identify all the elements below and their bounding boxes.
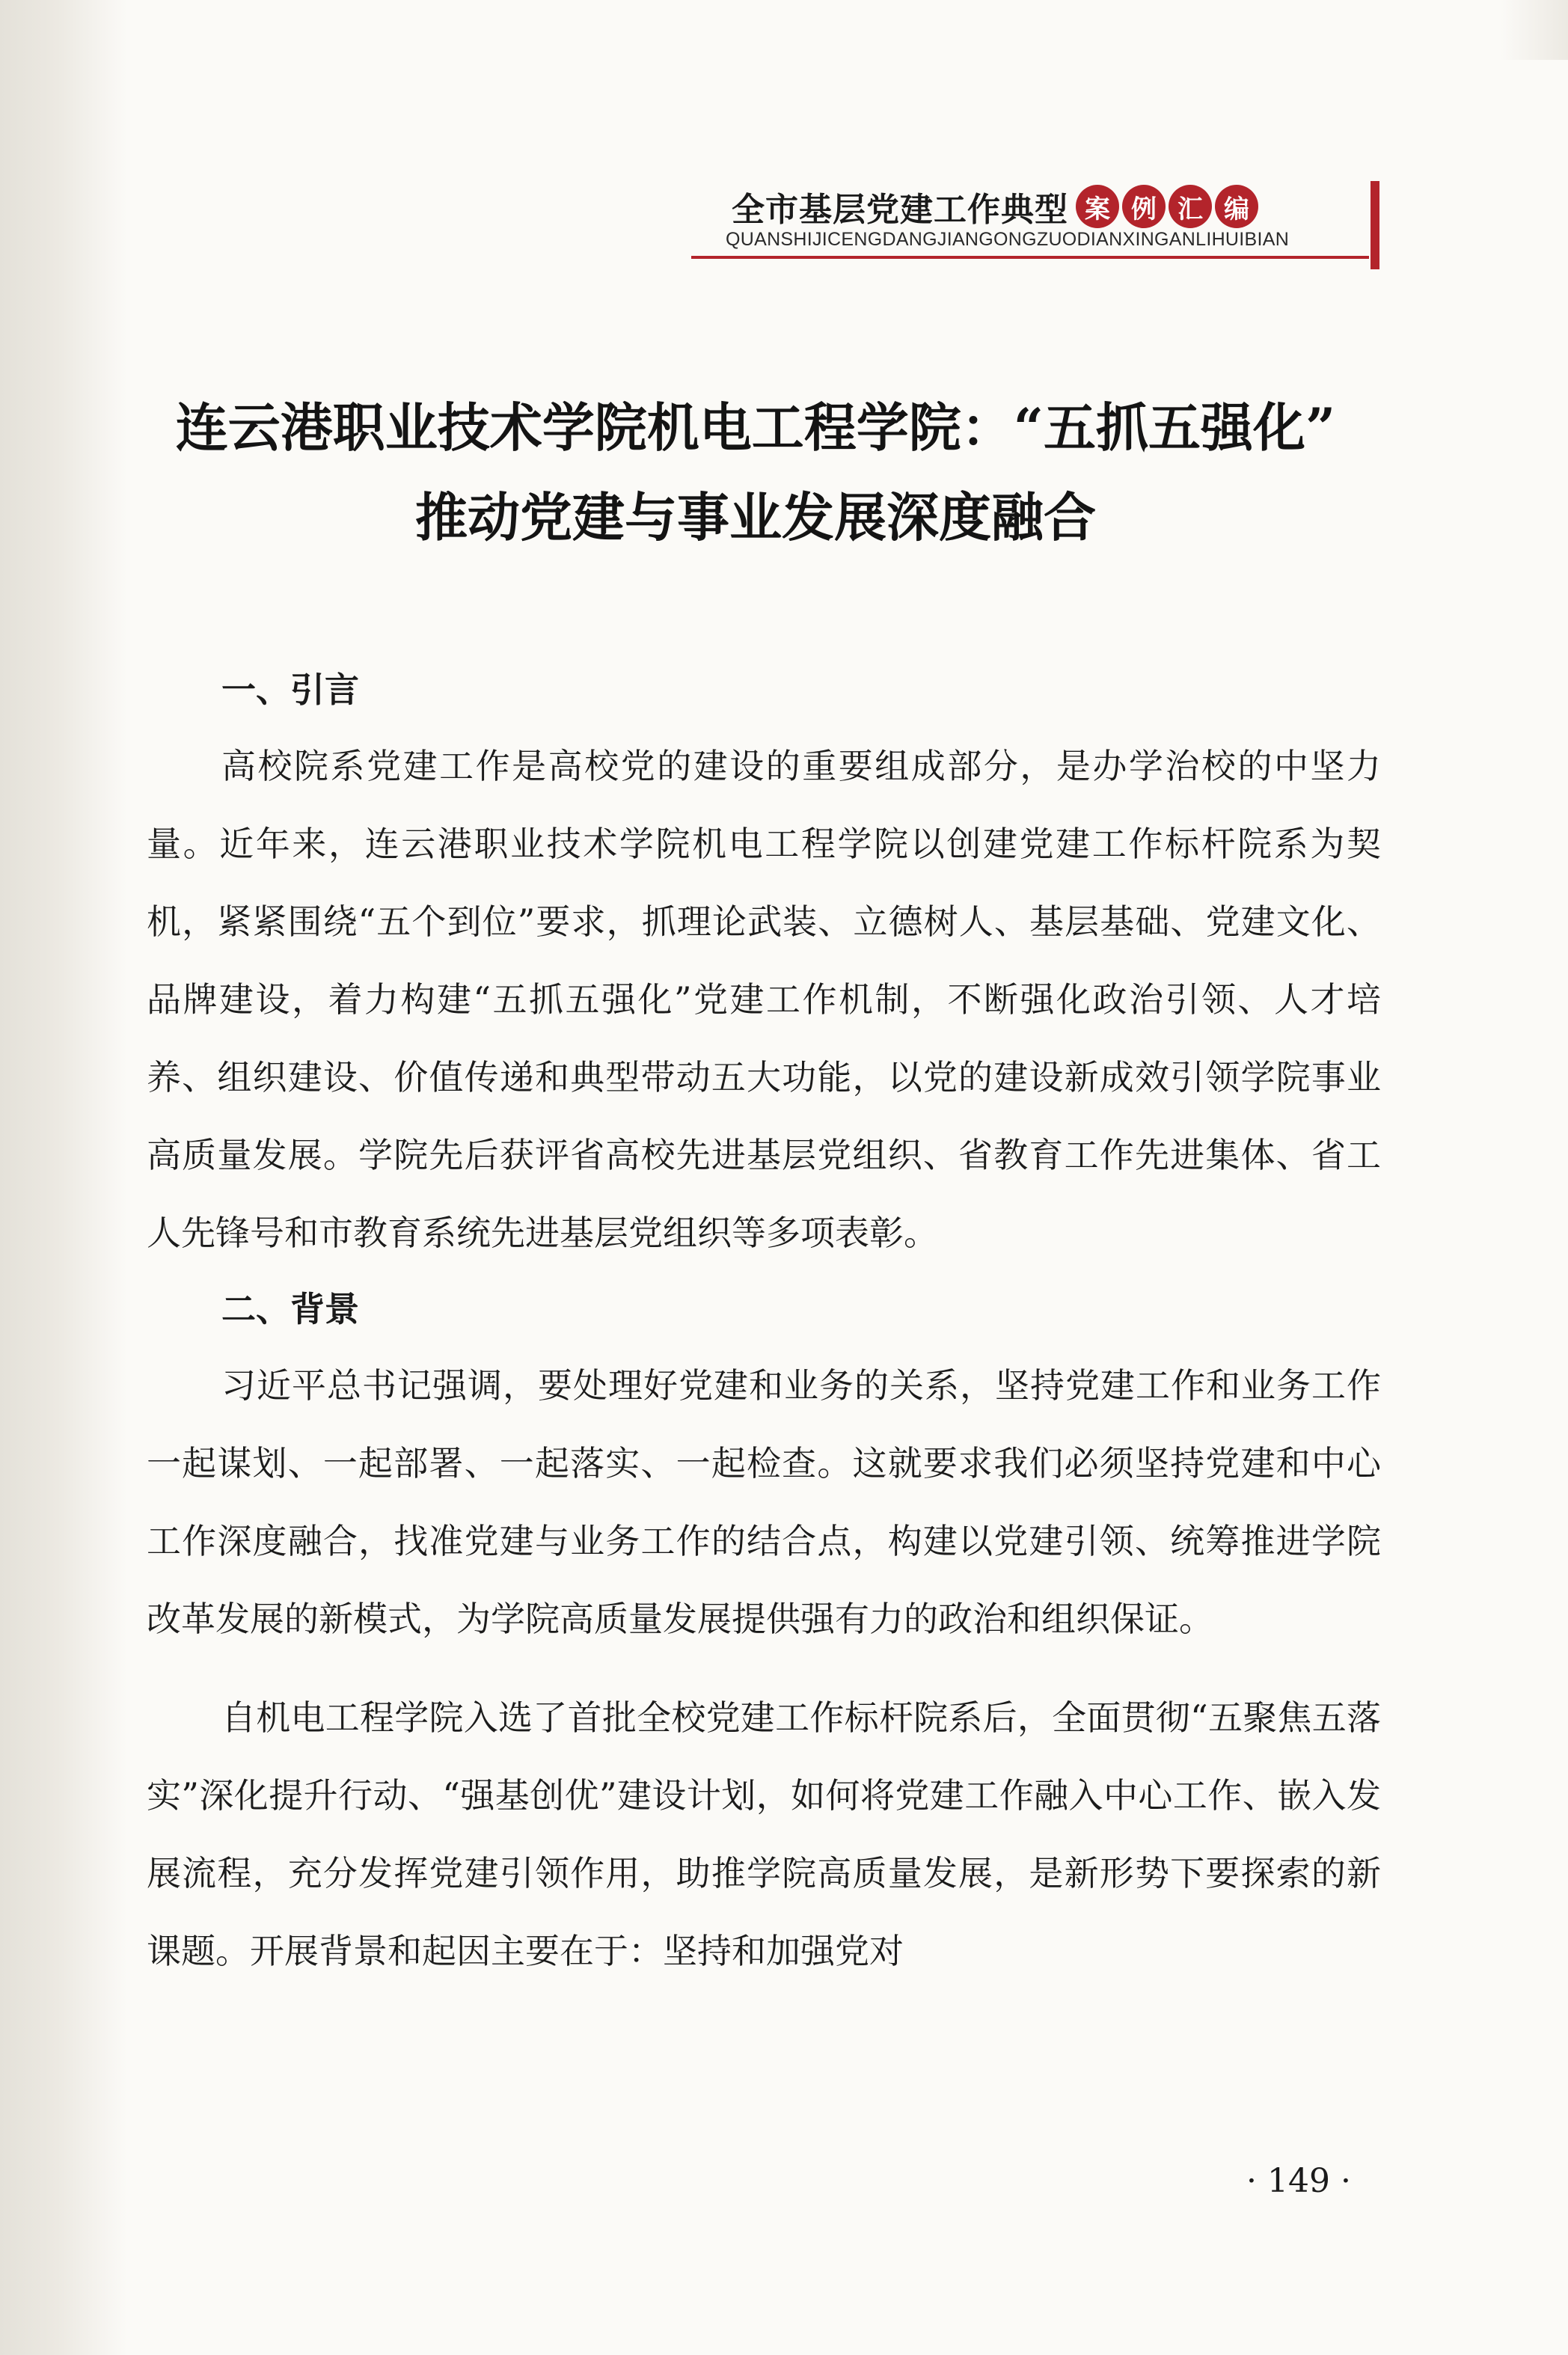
- section-heading-background: 二、背景: [221, 1289, 359, 1329]
- article-title: [112, 383, 1399, 563]
- article-body: [147, 652, 1381, 1990]
- header-seal-1: 案: [1076, 185, 1119, 228]
- header-title-row: [732, 180, 1261, 233]
- header-vertical-bar: [1371, 181, 1379, 269]
- header-rule: [691, 256, 1369, 259]
- running-header: [688, 171, 1391, 269]
- paragraph-background-1: 习近平总书记强调，要处理好党建和业务的关系，坚持党建工作和业务工作一起谋划、一起部署、一起落实、一起检查。这就要求我们必须坚持党建和中心工作深度融合，找准党建与业务工作的结合点，构建以党建引领、统筹推进学院改革发展的新模式，为学院高质量发展提供强有力的政治和组织保证。: [147, 1365, 1381, 1639]
- page-gutter-shadow: [0, 0, 127, 2355]
- section-heading-intro: 一、引言: [221, 670, 359, 710]
- header-seal-group: [1076, 185, 1261, 228]
- paragraph-background-2: 自机电工程学院入选了首批全校党建工作标杆院系后，全面贯彻“五聚焦五落实”深化提升行动、“强基创优”建设计划，如何将党建工作融入中心工作、嵌入发展流程，充分发挥党建引领作用，助推学院高质量发展，是新形势下要探索的新课题。开展背景和起因主要在于：坚持和加强党对: [147, 1697, 1381, 1971]
- header-pinyin: QUANSHIJICENGDANGJIANGONGZUODIANXINGANLIHUIBIAN: [726, 229, 1290, 250]
- header-title: 全市基层党建工作典型: [732, 191, 1068, 229]
- page-corner-shadow: [1501, 0, 1568, 60]
- header-seal-3: 汇: [1169, 185, 1212, 228]
- paragraph-intro: 高校院系党建工作是高校党的建设的重要组成部分，是办学治校的中坚力量。近年来，连云港职业技术学院机电工程学院以创建党建工作标杆院系为契机，紧紧围绕“五个到位”要求，抓理论武装、立德树人、基层基础、党建文化、品牌建设，着力构建“五抓五强化”党建工作机制，不断强化政治引领、人才培养、组织建设、价值传递和典型带动五大功能，以党的建设新成效引领学院事业高质量发展。学院先后获评省高校先进基层党组织、省教育工作先进集体、省工人先锋号和市教育系统先进基层党组织等多项表彰。: [147, 746, 1381, 1253]
- header-seal-4: 编: [1215, 185, 1258, 228]
- page-number: · 149 ·: [1246, 2162, 1351, 2200]
- header-seal-2: 例: [1122, 185, 1166, 228]
- article-title-line-2: 推动党建与事业发展深度融合: [415, 486, 1096, 548]
- article-title-line-1: 连云港职业技术学院机电工程学院：“五抓五强化”: [175, 396, 1336, 459]
